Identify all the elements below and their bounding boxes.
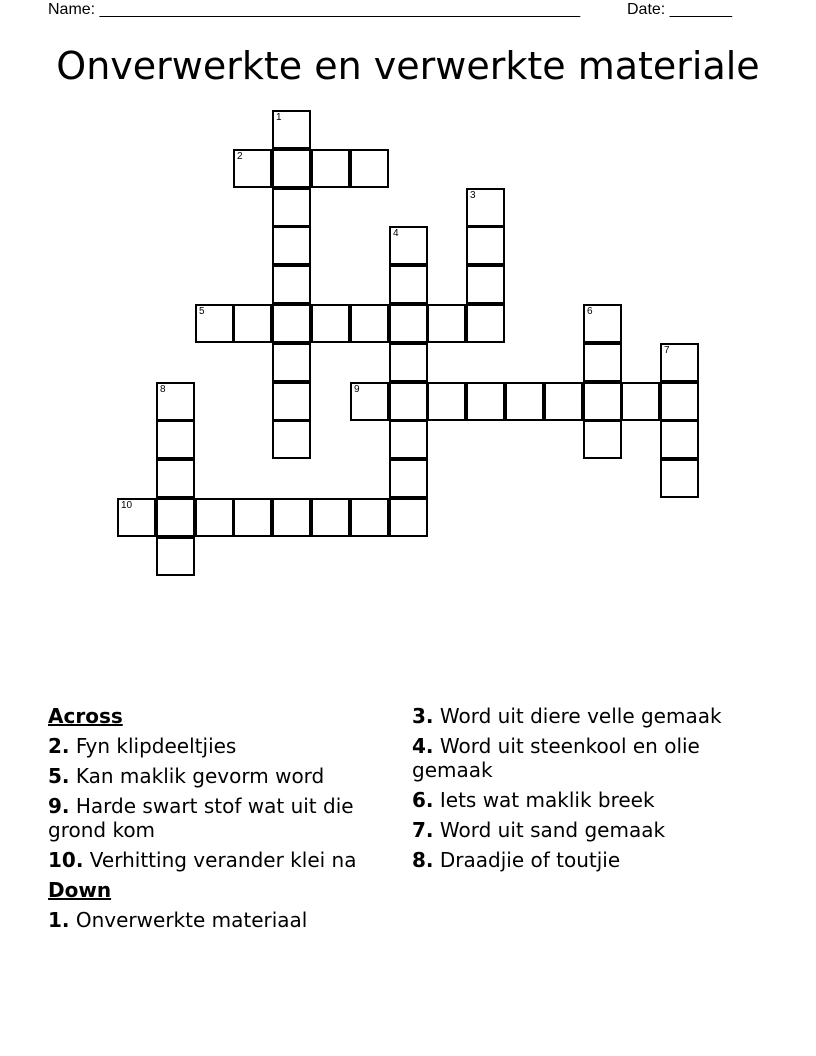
crossword-cell[interactable] xyxy=(466,265,505,304)
crossword-cell[interactable] xyxy=(389,459,428,498)
clue-number: 1. xyxy=(48,908,70,932)
clue-down-7 xyxy=(412,818,762,842)
crossword-cell[interactable] xyxy=(195,498,234,537)
crossword-cell[interactable] xyxy=(544,382,583,421)
cell-number: 4 xyxy=(393,228,399,239)
crossword-cell[interactable] xyxy=(272,188,311,227)
crossword-cell[interactable] xyxy=(195,304,234,343)
clue-text: Fyn klipdeeltjies xyxy=(75,734,237,758)
crossword-cell[interactable] xyxy=(156,498,195,537)
clue-number: 4. xyxy=(412,734,434,758)
clue-text: Onverwerkte materiaal xyxy=(75,908,308,932)
crossword-cell[interactable] xyxy=(272,304,311,343)
clue-text: Harde swart stof wat uit die grond kom xyxy=(48,794,354,842)
crossword-cell[interactable] xyxy=(156,382,195,421)
clues-right-column xyxy=(412,704,762,878)
down-heading: Down xyxy=(48,878,112,902)
crossword-cell[interactable] xyxy=(389,226,428,265)
crossword-cell[interactable] xyxy=(233,149,272,188)
cell-number: 10 xyxy=(121,500,133,511)
crossword-cell[interactable] xyxy=(350,149,389,188)
cell-number: 2 xyxy=(237,151,243,162)
crossword-cell[interactable] xyxy=(311,149,350,188)
crossword-cell[interactable] xyxy=(272,226,311,265)
clue-across-5 xyxy=(48,764,398,788)
crossword-cell[interactable] xyxy=(233,304,272,343)
clue-number: 7. xyxy=(412,818,434,842)
clue-number: 2. xyxy=(48,734,70,758)
crossword-cell[interactable] xyxy=(389,304,428,343)
crossword-cell[interactable] xyxy=(272,498,311,537)
crossword-cell[interactable] xyxy=(156,459,195,498)
crossword-cell[interactable] xyxy=(621,382,660,421)
clue-text: Kan maklik gevorm word xyxy=(75,764,325,788)
clue-text: Word uit steenkool en olie gemaak xyxy=(412,734,700,782)
crossword-cell[interactable] xyxy=(117,498,156,537)
crossword-cell[interactable] xyxy=(311,498,350,537)
across-heading: Across xyxy=(48,704,123,728)
clue-across-2 xyxy=(48,734,398,758)
crossword-cell[interactable] xyxy=(350,304,389,343)
clue-number: 8. xyxy=(412,848,434,872)
cell-number: 9 xyxy=(354,384,360,395)
clue-text: Word uit sand gemaak xyxy=(439,818,666,842)
crossword-cell[interactable] xyxy=(156,420,195,459)
clue-text: Iets wat maklik breek xyxy=(439,788,655,812)
crossword-cell[interactable] xyxy=(660,343,699,382)
cell-number: 1 xyxy=(276,112,282,123)
crossword-cell[interactable] xyxy=(389,498,428,537)
date-field[interactable]: Date: _______ xyxy=(627,1,732,18)
crossword-cell[interactable] xyxy=(427,304,466,343)
crossword-cell[interactable] xyxy=(583,343,622,382)
crossword-cell[interactable] xyxy=(389,382,428,421)
crossword-cell[interactable] xyxy=(660,459,699,498)
clue-across-9 xyxy=(48,794,398,842)
clue-text: Draadjie of toutjie xyxy=(439,848,621,872)
clue-down-4 xyxy=(412,734,762,782)
crossword-cell[interactable] xyxy=(505,382,544,421)
clue-number: 3. xyxy=(412,704,434,728)
crossword-cell[interactable] xyxy=(583,304,622,343)
cell-number: 5 xyxy=(199,306,205,317)
cell-number: 6 xyxy=(587,306,593,317)
crossword-cell[interactable] xyxy=(427,382,466,421)
clue-text: Word uit diere velle gemaak xyxy=(439,704,722,728)
crossword-cell[interactable] xyxy=(311,304,350,343)
crossword-cell[interactable] xyxy=(272,149,311,188)
crossword-cell[interactable] xyxy=(466,188,505,227)
crossword-cell[interactable] xyxy=(156,537,195,576)
crossword-cell[interactable] xyxy=(466,304,505,343)
clue-number: 6. xyxy=(412,788,434,812)
clues-left-column xyxy=(48,704,398,938)
crossword-cell[interactable] xyxy=(583,420,622,459)
cell-number: 7 xyxy=(664,345,670,356)
crossword-cell[interactable] xyxy=(350,382,389,421)
crossword-cell[interactable] xyxy=(466,226,505,265)
crossword-cell[interactable] xyxy=(272,420,311,459)
page-title: Onverwerkte en verwerkte materiale xyxy=(56,44,760,88)
clue-number: 9. xyxy=(48,794,70,818)
crossword-cell[interactable] xyxy=(233,498,272,537)
cell-number: 8 xyxy=(160,384,166,395)
crossword-cell[interactable] xyxy=(466,382,505,421)
crossword-cell[interactable] xyxy=(272,343,311,382)
clue-text: Verhitting verander klei na xyxy=(89,848,357,872)
name-field[interactable]: Name: ______________________________________________________ xyxy=(48,1,581,18)
clue-down-1 xyxy=(48,908,398,932)
clue-down-8 xyxy=(412,848,762,872)
clue-down-6 xyxy=(412,788,762,812)
clue-number: 10. xyxy=(48,848,84,872)
clue-down-3 xyxy=(412,704,762,728)
crossword-cell[interactable] xyxy=(660,420,699,459)
crossword-cell[interactable] xyxy=(389,343,428,382)
crossword-cell[interactable] xyxy=(583,382,622,421)
clue-number: 5. xyxy=(48,764,70,788)
crossword-cell[interactable] xyxy=(389,420,428,459)
crossword-cell[interactable] xyxy=(272,265,311,304)
crossword-cell[interactable] xyxy=(272,110,311,149)
cell-number: 3 xyxy=(470,190,476,201)
crossword-cell[interactable] xyxy=(660,382,699,421)
crossword-cell[interactable] xyxy=(350,498,389,537)
clue-across-10 xyxy=(48,848,398,872)
crossword-cell[interactable] xyxy=(272,382,311,421)
crossword-cell[interactable] xyxy=(389,265,428,304)
